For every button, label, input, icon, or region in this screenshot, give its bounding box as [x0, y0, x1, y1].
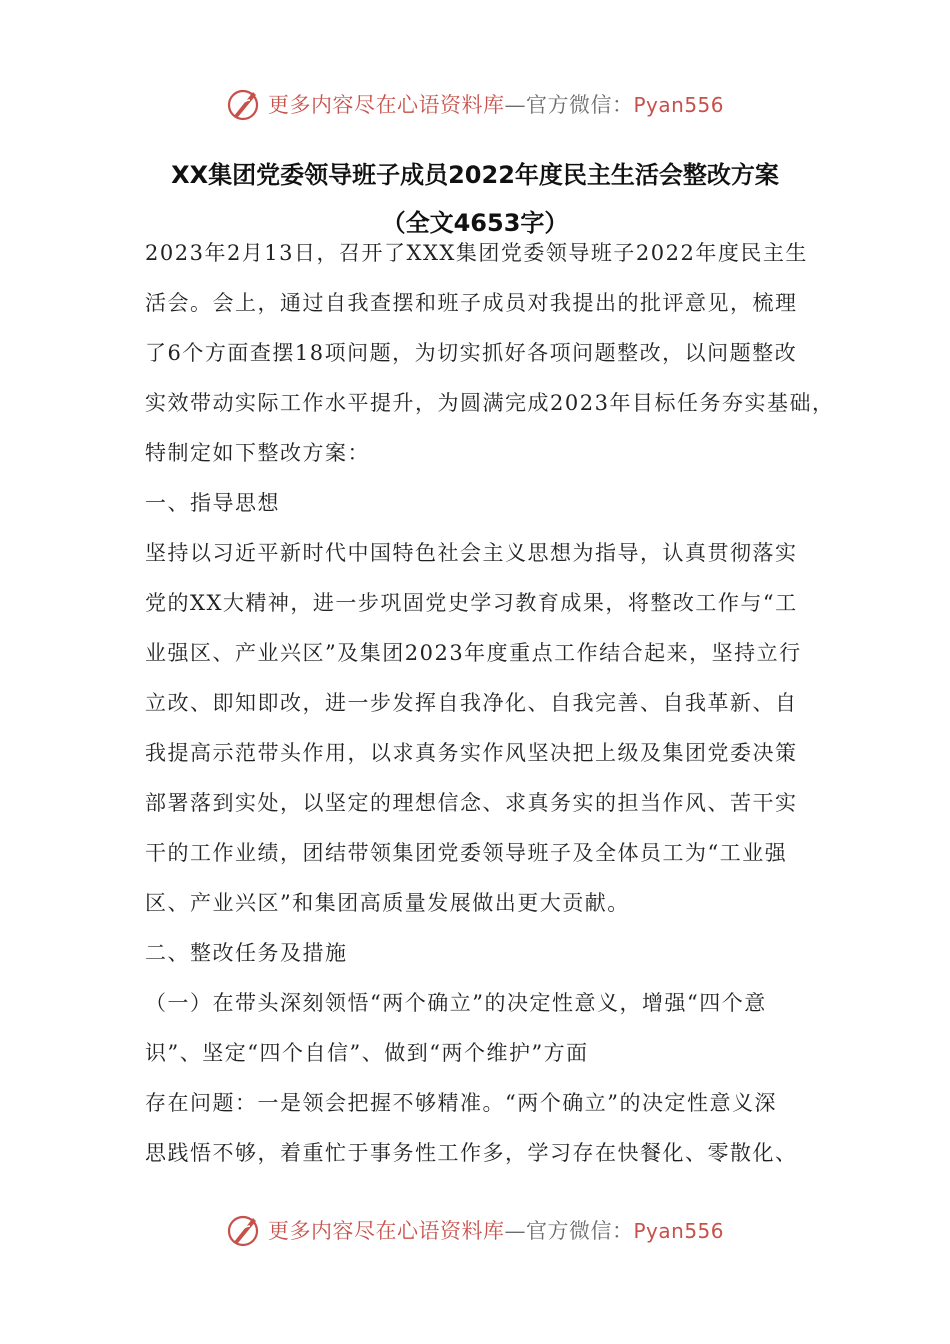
banner-wechat-id: Pyan556: [633, 1219, 724, 1243]
document-subtitle: （全文4653字）: [381, 209, 569, 237]
banner-wechat-id: Pyan556: [633, 93, 724, 117]
document-title: XX集团党委领导班子成员2022年度民主生活会整改方案: [171, 161, 779, 189]
header-banner: [0, 82, 950, 126]
body-line: 实效带动实际工作水平提升，为圆满完成2023年目标任务夯实基础，: [145, 391, 835, 415]
banner-text: [268, 1215, 724, 1245]
quill-logo-icon: [226, 1212, 262, 1248]
banner-wechat-label: 官方微信：: [525, 93, 634, 117]
body-line: 立改、即知即改，进一步发挥自我净化、自我完善、自我革新、自: [145, 691, 798, 715]
quill-logo-icon: [226, 86, 262, 122]
banner-wechat-label: 官方微信：: [525, 1219, 634, 1243]
body-line: 活会。会上，通过自我查摆和班子成员对我提出的批评意见，梳理: [145, 291, 798, 315]
body-line: 了6个方面查摆18项问题，为切实抓好各项问题整改，以问题整改: [145, 341, 798, 365]
banner-text: [268, 89, 724, 119]
body-line: 一、指导思想: [145, 491, 280, 515]
body-line: 干的工作业绩，团结带领集团党委领导班子及全体员工为“工业强: [145, 841, 788, 865]
body-line: 识”、坚定“四个自信”、做到“两个维护”方面: [145, 1041, 589, 1065]
body-line: 存在问题：一是领会把握不够精准。“两个确立”的决定性意义深: [145, 1091, 777, 1115]
body-line: 区、产业兴区”和集团高质量发展做出更大贡献。: [145, 891, 630, 915]
body-line: 我提高示范带头作用，以求真务实作风坚决把上级及集团党委决策: [145, 741, 798, 765]
body-line: 业强区、产业兴区”及集团2023年度重点工作结合起来，坚持立行: [145, 641, 802, 665]
banner-separator: —: [504, 93, 526, 117]
body-line: 思践悟不够，着重忙于事务性工作多，学习存在快餐化、零散化、: [145, 1141, 798, 1165]
body-line: 特制定如下整改方案：: [145, 441, 370, 465]
document-body: [145, 228, 835, 1178]
banner-site-text: 更多内容尽在心语资料库: [267, 1219, 505, 1243]
body-line: （一）在带头深刻领悟“两个确立”的决定性意义，增强“四个意: [145, 991, 767, 1015]
body-line: 党的XX大精神，进一步巩固党史学习教育成果，将整改工作与“工: [145, 591, 798, 615]
banner-site-text: 更多内容尽在心语资料库: [267, 93, 505, 117]
body-line: 2023年2月13日，召开了XXX集团党委领导班子2022年度民主生: [145, 241, 808, 265]
banner-separator: —: [504, 1219, 526, 1243]
body-line: 部署落到实处，以坚定的理想信念、求真务实的担当作风、苦干实: [145, 791, 798, 815]
body-line: 二、整改任务及措施: [145, 941, 348, 965]
body-line: 坚持以习近平新时代中国特色社会主义思想为指导，认真贯彻落实: [145, 541, 798, 565]
footer-banner: [0, 1208, 950, 1252]
